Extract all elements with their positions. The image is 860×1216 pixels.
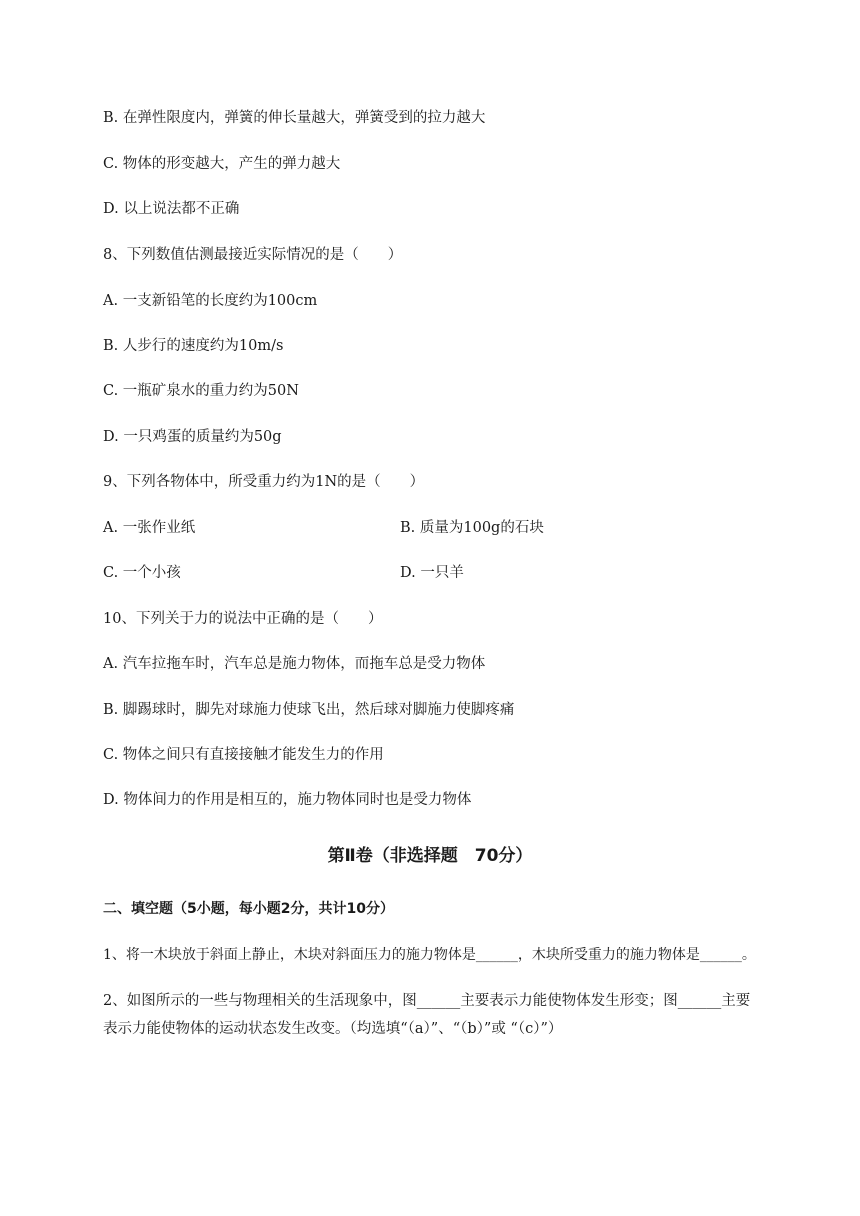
q7-option-b: B. 在弹性限度内，弹簧的伸长量越大，弹簧受到的拉力越大 <box>103 110 486 126</box>
q9-option-b: B. 质量为100g的石块 <box>400 520 544 536</box>
q7-option-c: C. 物体的形变越大，产生的弹力越大 <box>103 156 341 172</box>
q8-stem: 8、下列数值估测最接近实际情况的是（ ） <box>103 247 403 263</box>
q9-option-d: D. 一只羊 <box>400 565 464 581</box>
q8-option-b: B. 人步行的速度约为10m/s <box>103 338 284 354</box>
q10-option-a: A. 汽车拉拖车时，汽车总是施力物体，而拖车总是受力物体 <box>103 656 486 672</box>
fill-question-1: 1、将一木块放于斜面上静止，木块对斜面压力的施力物体是______，木块所受重力的施力物体是______。 <box>103 947 756 963</box>
part-heading: 二、填空题（5小题，每小题2分，共计10分） <box>103 901 394 917</box>
q10-option-d: D. 物体间力的作用是相互的，施力物体同时也是受力物体 <box>103 792 472 808</box>
section-title: 第Ⅱ卷（非选择题 70分） <box>327 846 533 866</box>
fill-question-2-line1: 2、如图所示的一些与物理相关的生活现象中，图______主要表示力能使物体发生形变；图______主要 <box>103 993 751 1009</box>
q7-option-d: D. 以上说法都不正确 <box>103 201 240 217</box>
q8-option-d: D. 一只鸡蛋的质量约为50g <box>103 429 282 445</box>
q9-option-a: A. 一张作业纸 <box>103 520 196 536</box>
q10-option-c: C. 物体之间只有直接接触才能发生力的作用 <box>103 747 384 763</box>
q9-option-c: C. 一个小孩 <box>103 565 181 581</box>
q10-option-b: B. 脚踢球时，脚先对球施力使球飞出，然后球对脚施力使脚疼痛 <box>103 702 515 718</box>
q10-stem: 10、下列关于力的说法中正确的是（ ） <box>103 611 383 627</box>
fill-question-2-line2: 表示力能使物体的运动状态发生改变。（均选填“（a）”、“（b）”或 “（c）”） <box>103 1021 563 1037</box>
q8-option-c: C. 一瓶矿泉水的重力约为50N <box>103 383 299 399</box>
q8-option-a: A. 一支新铅笔的长度约为100cm <box>103 293 318 309</box>
q9-stem: 9、下列各物体中，所受重力约为1N的是（ ） <box>103 474 425 490</box>
